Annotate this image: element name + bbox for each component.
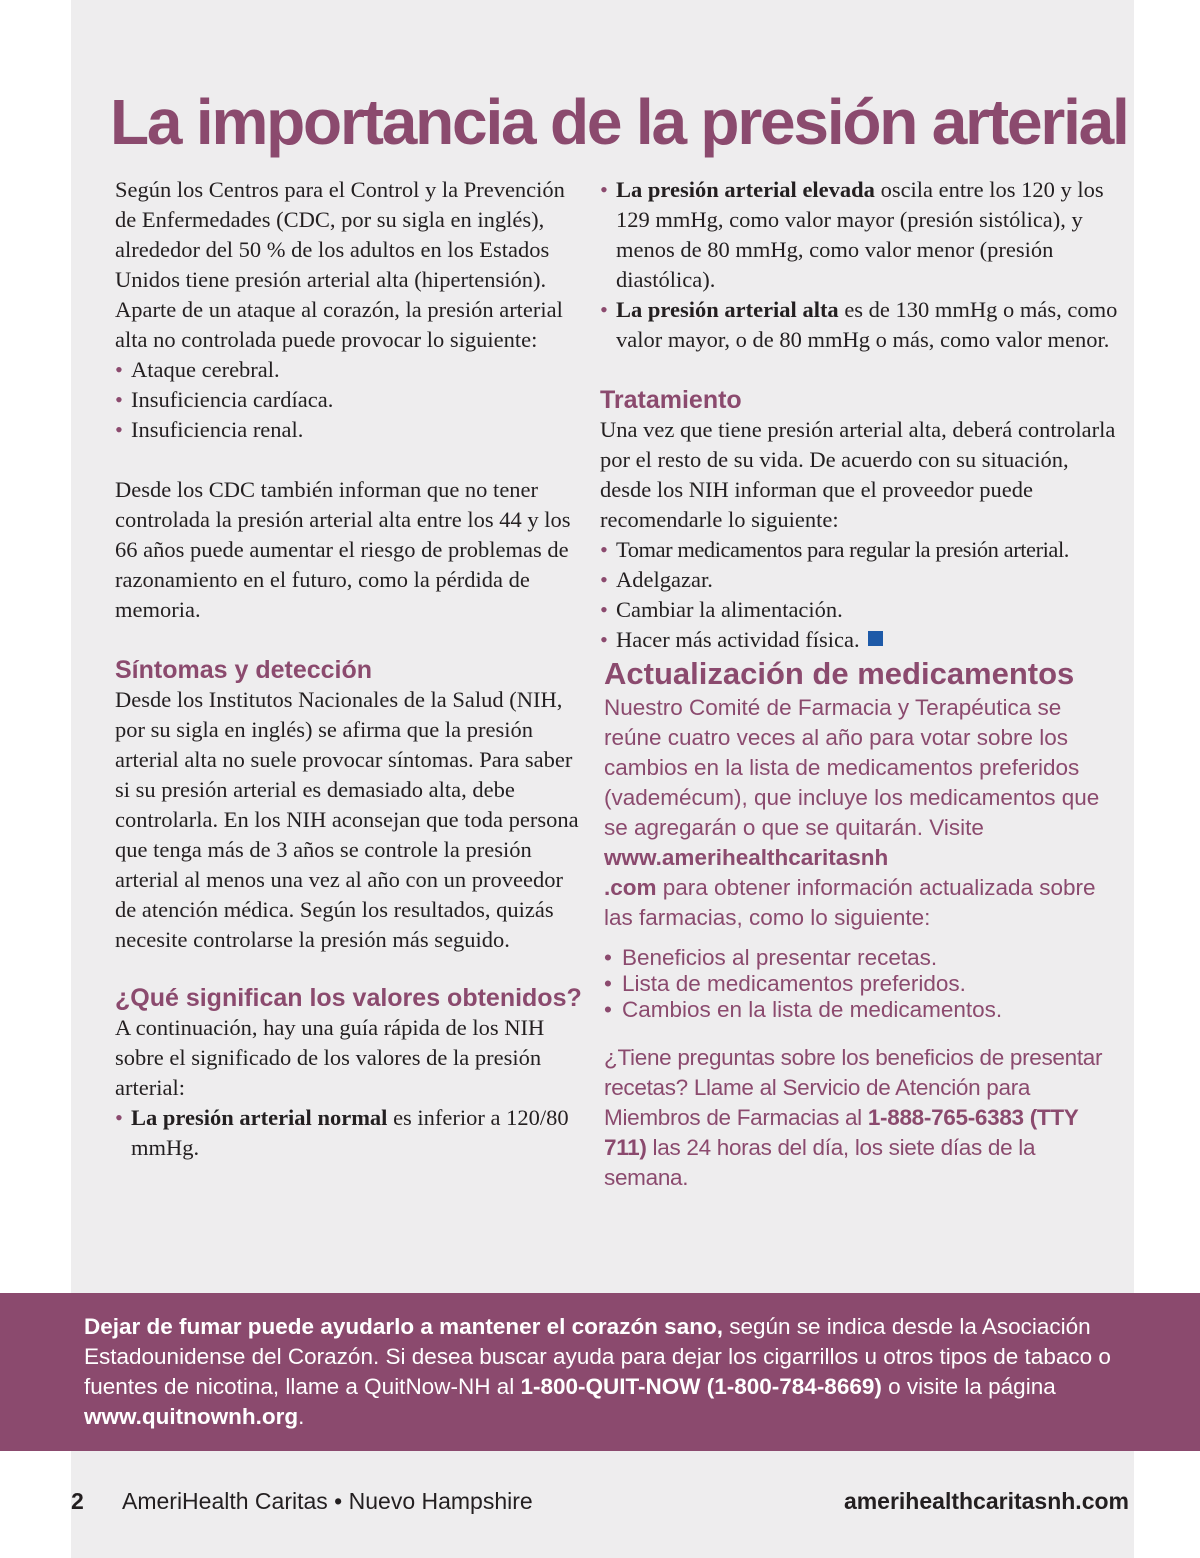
medication-update-heading: Actualización de medicamentos	[604, 656, 1075, 691]
banner-lead: Dejar de fumar puede ayudarlo a mantener el corazón sano,	[84, 1314, 723, 1339]
intro-paragraph: Según los Centros para el Control y la Prevención de Enfermedades (CDC, por su sigla en inglés), alrededor del 50 % de los adultos en los Estados Unidos tiene presión arterial alta (hipertensión). Aparte de un ataque al corazón, la presión arterial alta no controlada puede provocar lo siguiente:	[115, 177, 565, 352]
quit-smoking-text	[84, 1312, 1144, 1432]
quitnow-link[interactable]: www.quitnownh.org	[84, 1404, 299, 1429]
high-bp-text: es de 130 mmHg o más, como valor mayor, o de 80 mmHg o más, como valor menor.	[616, 297, 1118, 352]
banner-text-1: según se indica desde la Asociación Estadounidense del Corazón. Si desea buscar ayuda para dejar los cigarrillos u otros tipos de tabaco o fuentes de nicotina, llame a QuitNow-NH al	[84, 1314, 1111, 1399]
list-item: • Tomar medicamentos para regular la presión arterial.	[600, 535, 1120, 565]
medication-list	[600, 945, 1120, 1023]
elevated-bp-label: La presión arterial elevada	[616, 177, 875, 202]
right-column	[600, 175, 1120, 1193]
values-heading: ¿Qué significan los valores obtenidos?	[115, 984, 582, 1012]
end-of-article-icon	[868, 631, 883, 646]
amerihealth-link[interactable]: www.amerihealthcaritasnh .com	[604, 845, 889, 900]
symptoms-paragraph: Desde los Institutos Nacionales de la Salud (NIH, por su sigla en inglés) se afirma que la presión arterial alta no suele provocar síntomas. Para saber si su presión arterial es demasiado alta, debe controlarla. En los NIH aconsejan que toda persona que tenga más de 3 años se controle la presión arterial al menos una vez al año con un proveedor de atención médica. Según los resultados, quizás necesite controlarse la presión más seguido.	[115, 687, 579, 952]
high-bp-item	[600, 295, 1120, 355]
page-number: 2	[71, 1488, 84, 1514]
left-column	[115, 175, 585, 1163]
pharmacy-questions-paragraph	[600, 1043, 1120, 1193]
footer-organization: AmeriHealth Caritas • Nuevo Hampshire	[122, 1488, 533, 1514]
complications-list	[115, 355, 585, 445]
med-text-start: Nuestro Comité de Farmacia y Terapéutica se reúne cuatro veces al año para votar sobre los cambios en la lista de medicamentos preferidos (vademécum), que incluye los medicamentos que se agregarán o que se quitarán. Visite	[604, 695, 1100, 840]
values-paragraph: A continuación, hay una guía rápida de los NIH sobre el significado de los valores de la presión arterial:	[115, 1015, 545, 1100]
list-item: • Adelgazar.	[600, 565, 1120, 595]
normal-bp-text: es inferior a 120/80 mmHg.	[131, 1105, 569, 1160]
list-item	[600, 625, 1120, 655]
list-item: • Beneficios al presentar recetas.	[604, 945, 1120, 971]
cdc-paragraph: Desde los CDC también informan que no tener controlada la presión arterial alta entre los 44 y los 66 años puede aumentar el riesgo de problemas de razonamiento en el futuro, como la pérdida de memoria.	[115, 477, 571, 622]
medication-update-paragraph	[600, 693, 1120, 933]
med-text-end: para obtener información actualizada sobre las farmacias, como lo siguiente:	[604, 875, 1096, 930]
quitnow-phone-number[interactable]: 1-800-QUIT-NOW (1-800-784-8669)	[520, 1374, 882, 1399]
normal-bp-item	[115, 1103, 585, 1163]
list-item: • Lista de medicamentos preferidos.	[604, 971, 1120, 997]
list-item: • Ataque cerebral.	[115, 355, 585, 385]
banner-text-2: o visite la página	[881, 1374, 1056, 1399]
list-item: • Insuficiencia cardíaca.	[115, 385, 585, 415]
treatment-list	[600, 535, 1120, 655]
pharmacy-phone-number[interactable]: 1-888-765-6383 (TTY 711)	[604, 1105, 1079, 1160]
list-item: • Insuficiencia renal.	[115, 415, 585, 445]
footer-website-link[interactable]: amerihealthcaritasnh.com	[843, 1488, 1129, 1514]
page-title: La importancia de la presión arterial	[110, 86, 1128, 158]
list-item-text: Hacer más actividad física.	[616, 627, 860, 652]
elevated-bp-item	[600, 175, 1120, 295]
elevated-bp-text: oscila entre los 120 y los 129 mmHg, como valor mayor (presión sistólica), y menos de 80 mmHg, como valor menor (presión diastólica).	[616, 177, 1104, 292]
banner-text-end: .	[298, 1404, 305, 1429]
high-bp-label: La presión arterial alta	[616, 297, 839, 322]
treatment-heading: Tratamiento	[600, 386, 742, 414]
questions-text-end: las 24 horas del día, los siete días de la semana.	[604, 1135, 1036, 1190]
list-item: • Cambios en la lista de medicamentos.	[604, 997, 1120, 1023]
list-item: • Cambiar la alimentación.	[600, 595, 1120, 625]
normal-bp-label: La presión arterial normal	[131, 1105, 388, 1130]
symptoms-heading: Síntomas y detección	[115, 656, 373, 684]
treatment-paragraph: Una vez que tiene presión arterial alta, deberá controlarla por el resto de su vida. De acuerdo con su situación, desde los NIH informan que el proveedor puede recomendarle lo siguiente:	[600, 417, 1116, 532]
questions-text: ¿Tiene preguntas sobre los beneficios de presentar recetas? Llame al Servicio de Atención para Miembros de Farmacias al	[604, 1045, 1103, 1130]
